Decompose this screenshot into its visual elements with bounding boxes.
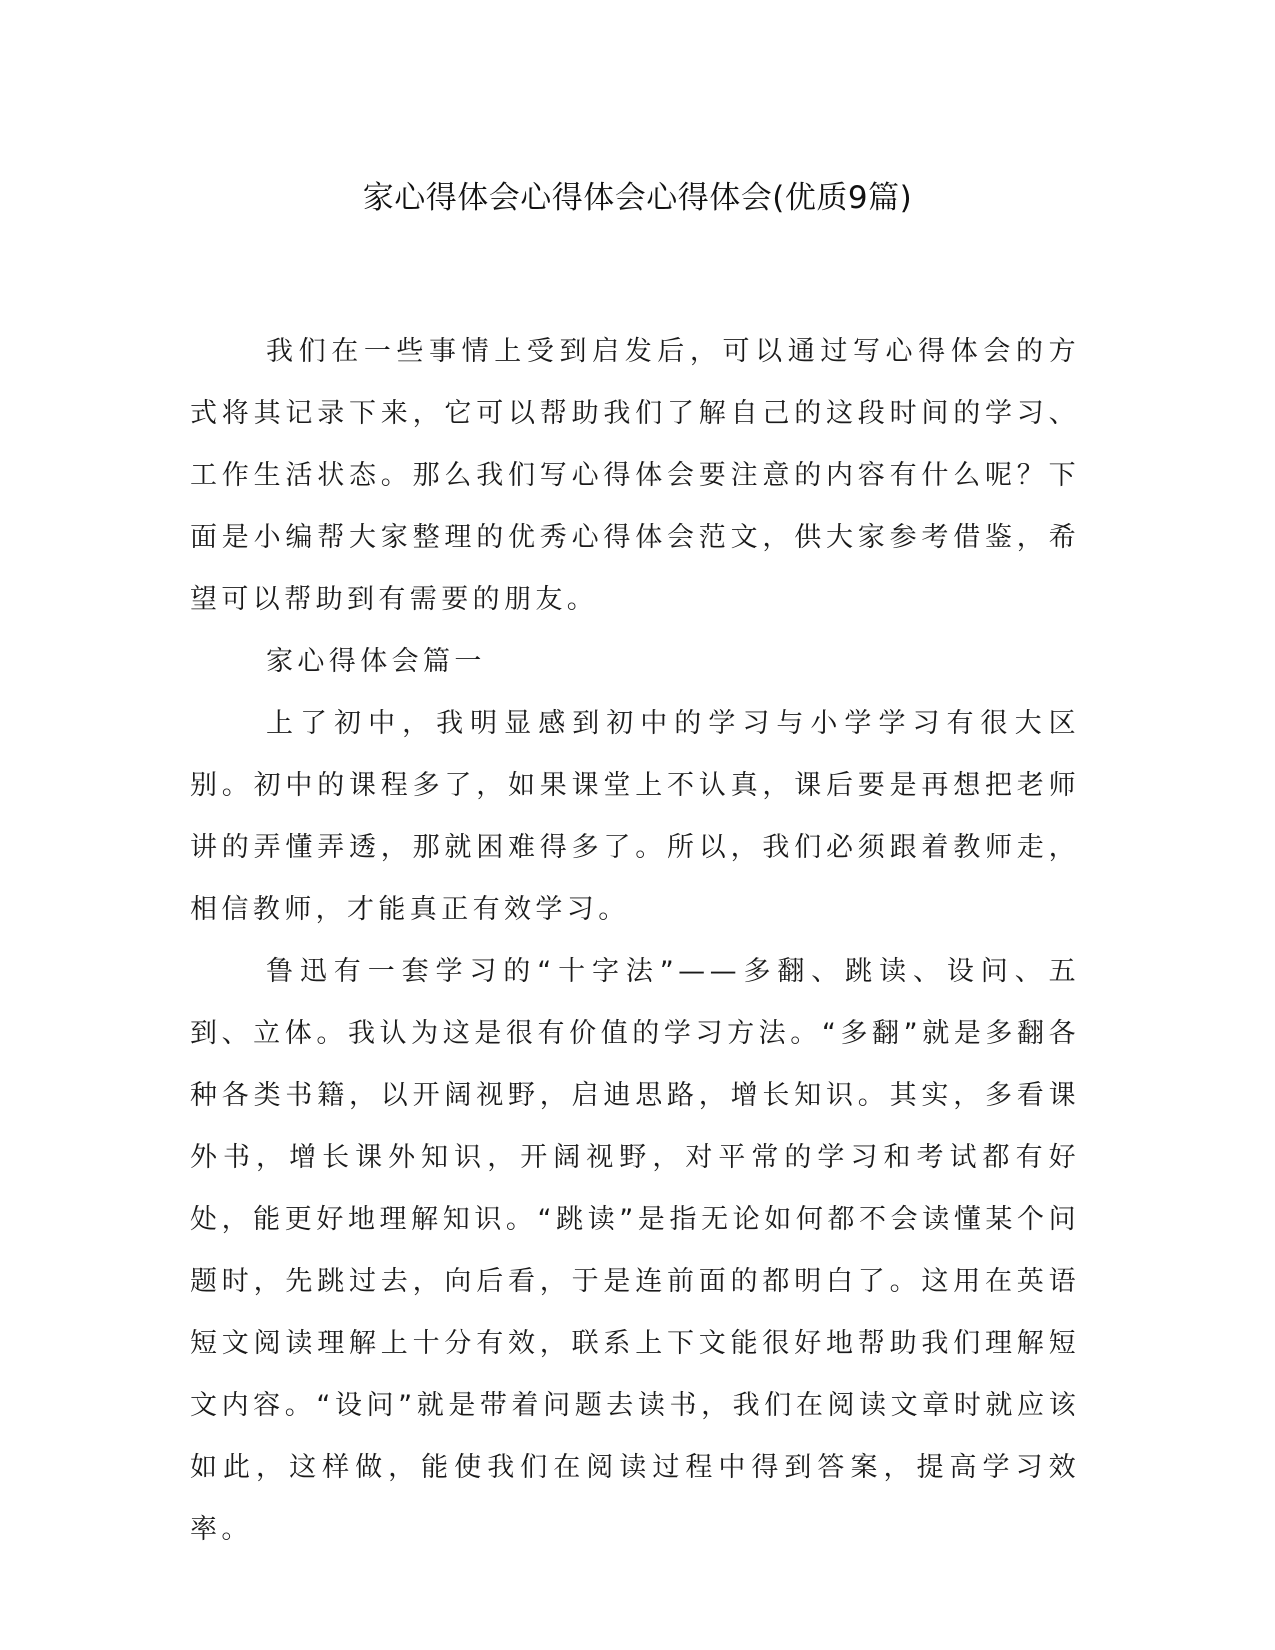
section-heading: 家心得体会篇一 — [266, 646, 486, 677]
document-body — [190, 321, 1080, 1561]
document-title: 家心得体会心得体会心得体会(优质9篇) — [362, 180, 913, 216]
intro-paragraph: 我们在一些事情上受到启发后，可以通过写心得体会的方式将其记录下来，它可以帮助我们了解自己的这段时间的学习、工作生活状态。那么我们写心得体会要注意的内容有什么呢？下面是小编帮大家整理的优秀心得体会范文，供大家参考借鉴，希望可以帮助到有需要的朋友。 — [190, 336, 1080, 615]
body-paragraph: 鲁迅有一套学习的“十字法”——多翻、跳读、设问、五到、立体。我认为这是很有价值的学习方法。“多翻”就是多翻各种各类书籍，以开阔视野，启迪思路，增长知识。其实，多看课外书，增长课外知识，开阔视野，对平常的学习和考试都有好处，能更好地理解知识。“跳读”是指无论如何都不会读懂某个问题时，先跳过去，向后看，于是连前面的都明白了。这用在英语短文阅读理解上十分有效，联系上下文能很好地帮助我们理解短文内容。“设问”就是带着问题去读书，我们在阅读文章时就应该如此，这样做，能使我们在阅读过程中得到答案，提高学习效率。 — [190, 956, 1080, 1545]
body-paragraph: 上了初中，我明显感到初中的学习与小学学习有很大区别。初中的课程多了，如果课堂上不认真，课后要是再想把老师讲的弄懂弄透，那就困难得多了。所以，我们必须跟着教师走，相信教师，才能真正有效学习。 — [190, 708, 1080, 925]
